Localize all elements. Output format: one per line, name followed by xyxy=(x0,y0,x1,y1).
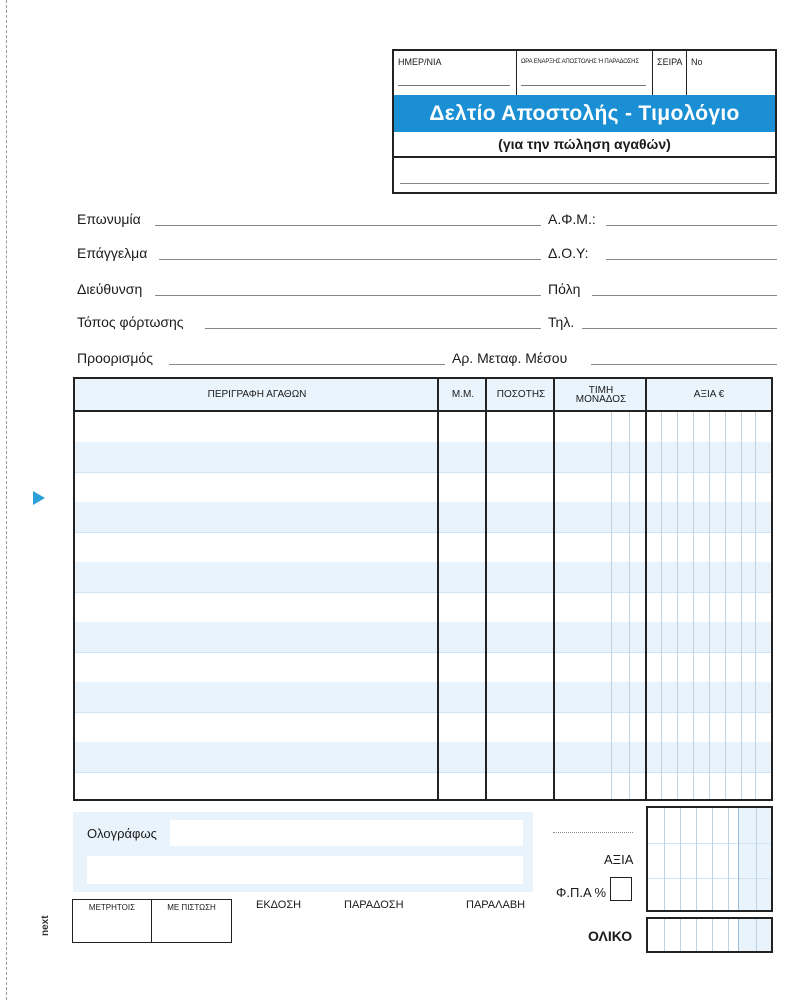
col-quantity-header: ΠΟΣΟΤΗΣ xyxy=(496,389,546,400)
table-row[interactable] xyxy=(75,532,771,562)
vehicle-no-label: Αρ. Μεταφ. Μέσου xyxy=(452,350,568,366)
value-digit-line xyxy=(661,412,662,799)
perforation-line xyxy=(6,0,7,1000)
grand-total-label: ΟΛΙΚΟ xyxy=(588,928,633,944)
table-row[interactable] xyxy=(75,622,771,652)
date-label: ΗΜΕΡ/ΝΙΑ xyxy=(398,57,442,67)
phone-label: Τηλ. xyxy=(548,314,575,330)
col-unit-header: Μ.Μ. xyxy=(451,389,475,400)
document-header xyxy=(392,49,777,194)
afm-field[interactable] xyxy=(548,209,777,229)
value-digit-line xyxy=(755,412,756,799)
number-label: No xyxy=(691,57,703,67)
table-row[interactable] xyxy=(75,442,771,472)
name-field[interactable] xyxy=(77,209,541,229)
divider-value xyxy=(645,379,647,799)
document-title: Δελτίο Αποστολής - Τιμολόγιο xyxy=(394,95,775,132)
cash-label: ΜΕΤΡΗΤΟΙΣ xyxy=(88,903,136,912)
series-label: ΣΕΙΡΑ xyxy=(657,57,683,67)
vat-label: Φ.Π.Α % xyxy=(556,885,607,900)
value-digit-line xyxy=(693,412,694,799)
header-blank-line xyxy=(400,183,769,184)
table-row[interactable] xyxy=(75,742,771,772)
receipt-signature-label: ΠΑΡΑΛΑΒΗ xyxy=(466,899,526,911)
table-row[interactable] xyxy=(75,682,771,712)
divider-price xyxy=(553,379,555,799)
table-row[interactable] xyxy=(75,412,771,442)
name-label: Επωνυμία xyxy=(77,211,141,227)
col-value-header: ΑΞΙΑ € xyxy=(693,389,725,400)
value-digit-line xyxy=(725,412,726,799)
table-row[interactable] xyxy=(75,712,771,742)
loading-place-label: Τόπος φόρτωσης xyxy=(77,314,184,330)
value-digit-line xyxy=(677,412,678,799)
address-field[interactable] xyxy=(77,279,541,299)
table-row[interactable] xyxy=(75,592,771,622)
in-words-label: Ολογράφως xyxy=(87,826,157,841)
doy-field[interactable] xyxy=(548,243,777,263)
time-label: ΩΡΑ ΕΝΑΡΞΗΣ ΑΠΟΣΤΟΛΗΣ Ή ΠΑΡΑΔΟΣΗΣ xyxy=(521,59,639,65)
afm-label: Α.Φ.Μ.: xyxy=(548,211,596,227)
vat-percent-input[interactable] xyxy=(610,877,632,901)
totals-grid[interactable] xyxy=(646,806,773,912)
value-digit-line xyxy=(709,412,710,799)
price-decimal-line xyxy=(629,412,630,799)
document-subtitle: (για την πώληση αγαθών) xyxy=(394,132,775,158)
city-label: Πόλη xyxy=(548,281,581,297)
phone-field[interactable] xyxy=(548,312,777,332)
value-digit-line xyxy=(741,412,742,799)
table-row[interactable] xyxy=(75,652,771,682)
destination-label: Προορισμός xyxy=(77,350,153,366)
table-row[interactable] xyxy=(75,562,771,592)
series-cell[interactable] xyxy=(653,51,687,95)
table-header xyxy=(75,379,771,412)
dotted-line xyxy=(553,832,633,833)
brand-logo: next xyxy=(40,915,51,936)
city-field[interactable] xyxy=(548,279,777,299)
doy-label: Δ.Ο.Υ: xyxy=(548,245,589,261)
in-words-field-1[interactable] xyxy=(170,820,523,846)
profession-label: Επάγγελμα xyxy=(77,245,148,261)
table-row[interactable] xyxy=(75,772,771,801)
time-cell[interactable] xyxy=(517,51,653,95)
price-decimal-line xyxy=(611,412,612,799)
divider-unit xyxy=(437,379,439,799)
goods-table xyxy=(73,377,773,801)
payment-method-box xyxy=(72,899,232,943)
col-unit-price-header: ΤΙΜΗ ΜΟΝΑΔΟΣ xyxy=(575,384,627,405)
issue-signature-label: ΕΚΔΟΣΗ xyxy=(256,899,302,911)
value-total-label: ΑΞΙΑ xyxy=(604,852,634,867)
triangle-right-icon xyxy=(33,491,45,505)
grand-total-grid[interactable] xyxy=(646,917,773,953)
destination-field[interactable] xyxy=(77,348,445,368)
delivery-signature-label: ΠΑΡΑΔΟΣΗ xyxy=(344,899,404,911)
divider-quantity xyxy=(485,379,487,799)
vehicle-no-field[interactable] xyxy=(452,348,777,368)
amount-in-words-box xyxy=(73,812,533,892)
table-row[interactable] xyxy=(75,502,771,532)
in-words-field-2[interactable] xyxy=(87,856,523,884)
loading-place-field[interactable] xyxy=(77,312,541,332)
col-description-header: ΠΕΡΙΓΡΑΦΗ ΑΓΑΘΩΝ xyxy=(207,389,307,400)
address-label: Διεύθυνση xyxy=(77,281,143,297)
date-cell[interactable] xyxy=(394,51,517,95)
number-cell[interactable] xyxy=(687,51,775,95)
credit-label: ΜΕ ΠΙΣΤΩΣΗ xyxy=(167,903,216,912)
credit-option[interactable] xyxy=(152,900,231,942)
profession-field[interactable] xyxy=(77,243,541,263)
cash-option[interactable] xyxy=(73,900,152,942)
table-row[interactable] xyxy=(75,472,771,502)
